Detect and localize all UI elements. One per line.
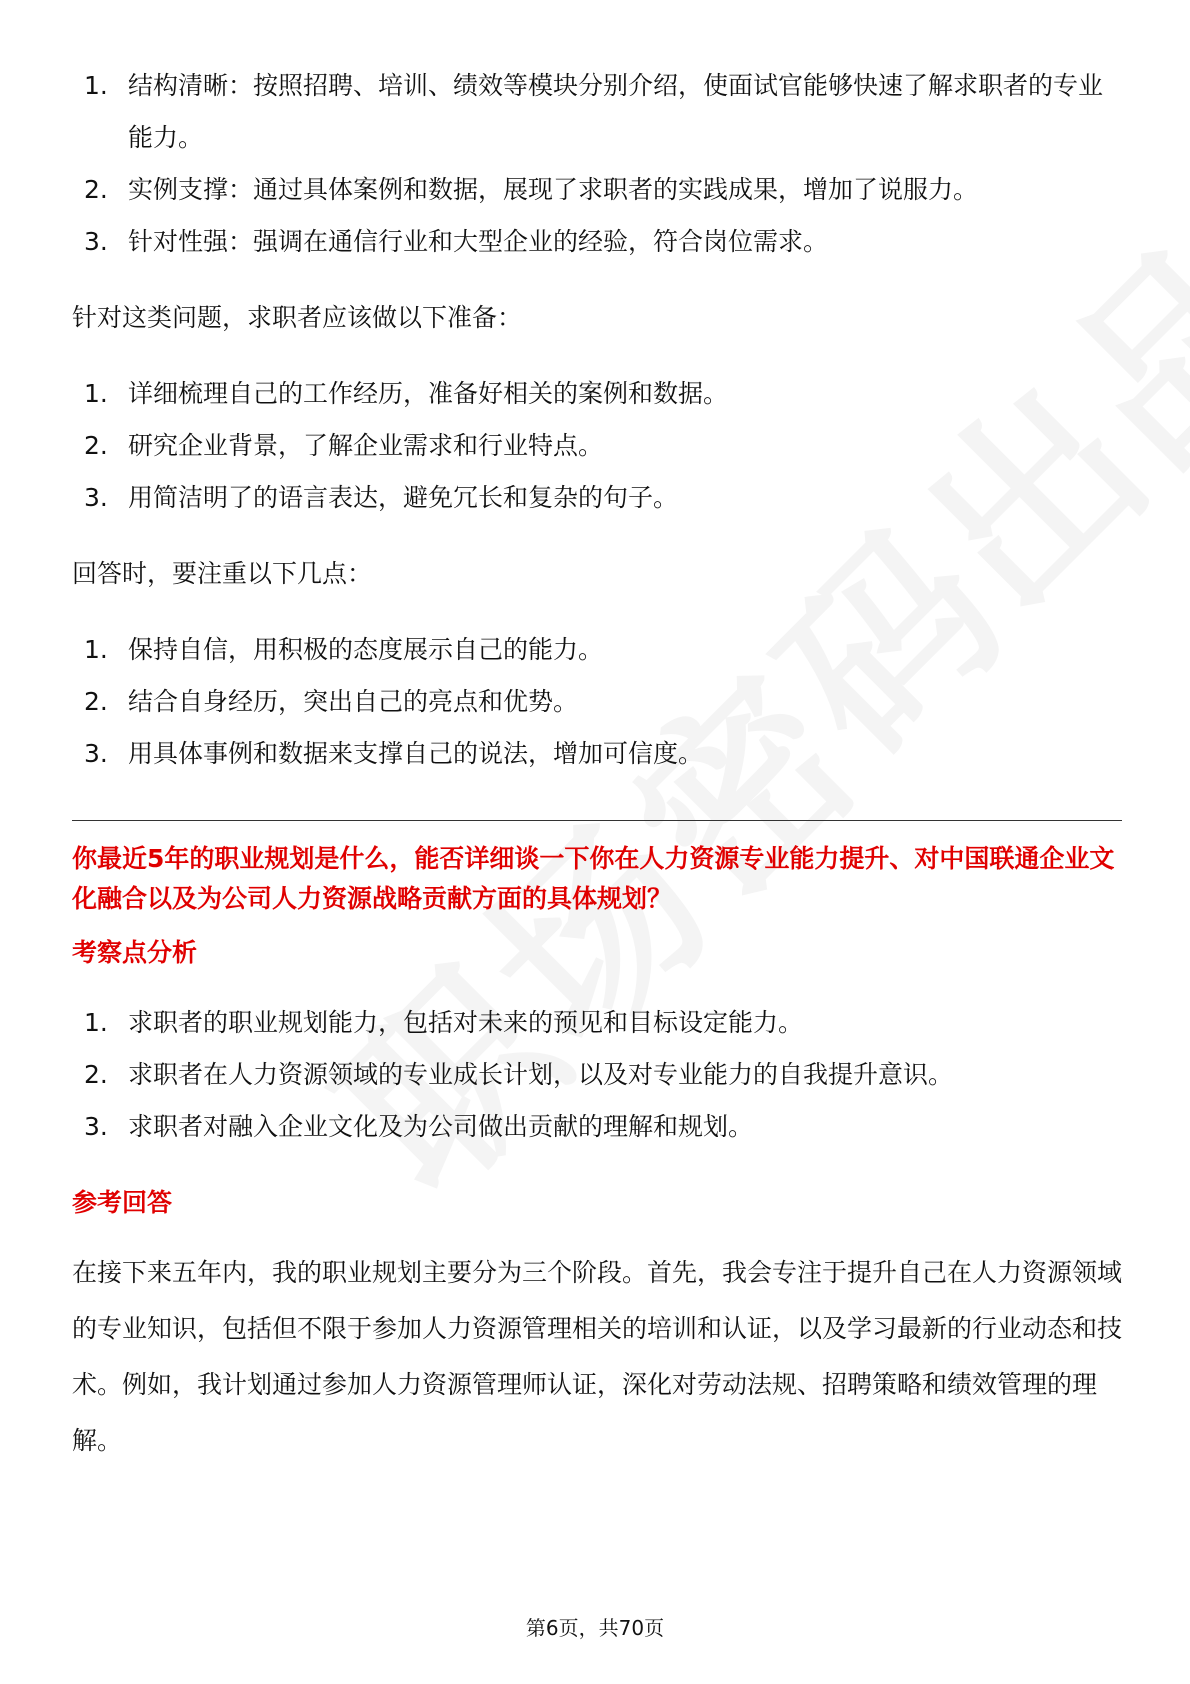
list-number: 1. (84, 635, 108, 664)
list-text: 求职者的职业规划能力，包括对未来的预见和目标设定能力。 (128, 1008, 804, 1037)
list-number: 2. (84, 175, 108, 204)
list-number: 3. (84, 1112, 108, 1141)
list-item (72, 472, 1122, 524)
list-text: 用简洁明了的语言表达，避免冗长和复杂的句子。 (128, 483, 679, 512)
list-number: 2. (84, 687, 108, 716)
list-text: 求职者对融入企业文化及为公司做出贡献的理解和规划。 (128, 1112, 754, 1141)
list-text: 实例支撑：通过具体案例和数据，展现了求职者的实践成果，增加了说服力。 (128, 175, 979, 204)
answer-tips-intro: 回答时，要注重以下几点： (72, 559, 373, 588)
list-text: 求职者在人力资源领域的专业成长计划，以及对专业能力的自我提升意识。 (128, 1060, 954, 1089)
list-item (72, 216, 1122, 268)
list-text: 研究企业背景，了解企业需求和行业特点。 (128, 431, 604, 460)
preparation-list (72, 368, 1122, 524)
list-item (72, 728, 1122, 780)
list-item (72, 676, 1122, 728)
list-number: 1. (84, 1008, 108, 1037)
list-text: 保持自信，用积极的态度展示自己的能力。 (128, 635, 604, 664)
preparation-intro: 针对这类问题，求职者应该做以下准备： (72, 303, 523, 332)
answer-title: 参考回答 (72, 1188, 173, 1217)
page-number: 第6页，共70页 (525, 1616, 665, 1640)
list-number: 3. (84, 739, 108, 768)
list-item (72, 997, 1122, 1049)
evaluation-list (72, 60, 1122, 268)
interview-question: 你最近5年的职业规划是什么，能否详细谈一下你在人力资源专业能力提升、对中国联通企业文化融合以及为公司人力资源战略贡献方面的具体规划？ (72, 844, 1115, 913)
list-text: 用具体事例和数据来支撑自己的说法，增加可信度。 (128, 739, 704, 768)
list-number: 2. (84, 1060, 108, 1089)
list-text: 详细梳理自己的工作经历，准备好相关的案例和数据。 (128, 379, 729, 408)
list-item (72, 368, 1122, 420)
list-text: 针对性强：强调在通信行业和大型企业的经验，符合岗位需求。 (128, 227, 829, 256)
analysis-list (72, 997, 1122, 1153)
list-number: 1. (84, 71, 108, 100)
list-text: 结构清晰：按照招聘、培训、绩效等模块分别介绍，使面试官能够快速了解求职者的专业能力。 (128, 71, 1104, 152)
analysis-title: 考察点分析 (72, 938, 198, 967)
list-item (72, 164, 1122, 216)
list-number: 2. (84, 431, 108, 460)
list-number: 3. (84, 483, 108, 512)
page-content (72, 60, 1122, 1469)
answer-paragraph: 在接下来五年内，我的职业规划主要分为三个阶段。首先，我会专注于提升自己在人力资源领域的专业知识，包括但不限于参加人力资源管理相关的培训和认证，以及学习最新的行业动态和技术。例如，我计划通过参加人力资源管理师认证，深化对劳动法规、招聘策略和绩效管理的理解。 (72, 1258, 1123, 1455)
list-item (72, 1101, 1122, 1153)
list-number: 1. (84, 379, 108, 408)
answer-tips-list (72, 624, 1122, 780)
list-item (72, 624, 1122, 676)
list-item (72, 420, 1122, 472)
list-item (72, 1049, 1122, 1101)
list-text: 结合自身经历，突出自己的亮点和优势。 (128, 687, 579, 716)
list-item (72, 60, 1122, 164)
list-number: 3. (84, 227, 108, 256)
